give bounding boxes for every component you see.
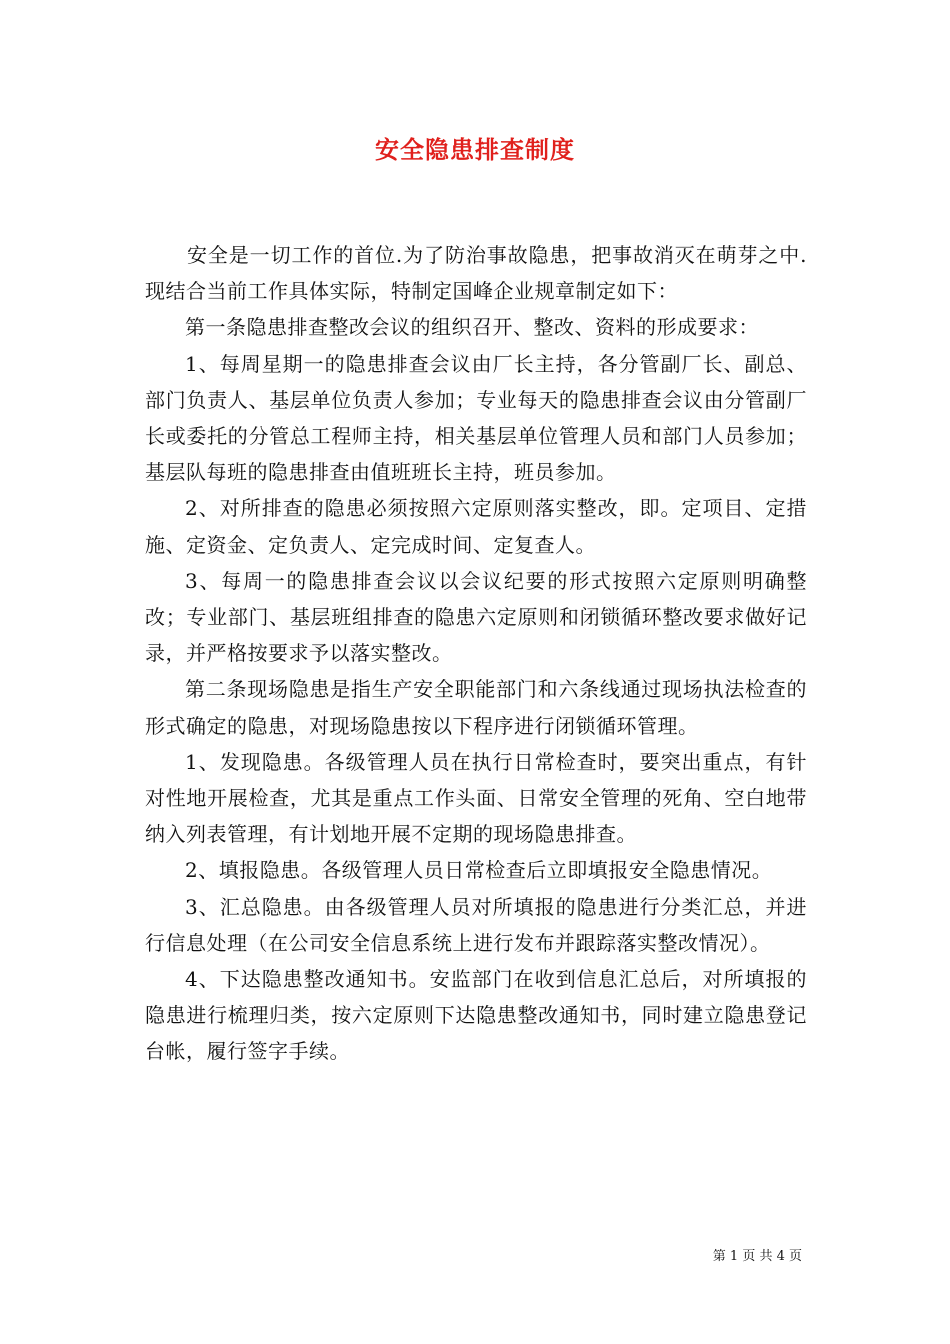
paragraph-article-1-item-1: 1、每周星期一的隐患排查会议由厂长主持，各分管副厂长、副总、部门负责人、基层单位负责人参加；专业每天的隐患排查会议由分管副厂长或委托的分管总工程师主持，相关基层单位管理人员和部门人员参加；基层队每班的隐患排查由值班班长主持，班员参加。 [145, 351, 807, 485]
paragraph-article-2-item-3: 3、汇总隐患。由各级管理人员对所填报的隐患进行分类汇总，并进行信息处理（在公司安全信息系统上进行发布并跟踪落实整改情况）。 [145, 894, 807, 955]
paragraph-article-1-item-2: 2、对所排查的隐患必须按照六定原则落实整改，即。定项目、定措施、定资金、定负责人、定完成时间、定复查人。 [145, 496, 807, 557]
paragraph-article-1-heading: 第一条隐患排查整改会议的组织召开、整改、资料的形成要求： [185, 315, 759, 340]
paragraph-article-2-heading: 第二条现场隐患是指生产安全职能部门和六条线通过现场执法检查的形式确定的隐患，对现场隐患按以下程序进行闭锁循环管理。 [145, 677, 807, 738]
paragraph-article-2-item-1: 1、发现隐患。各级管理人员在执行日常检查时，要突出重点，有针对性地开展检查，尤其是重点工作头面、日常安全管理的死角、空白地带纳入列表管理，有计划地开展不定期的现场隐患排查。 [145, 749, 807, 847]
paragraph-article-2-item-2: 2、填报隐患。各级管理人员日常检查后立即填报安全隐患情况。 [185, 858, 773, 883]
page-number: 第 1 页 共 4 页 [712, 1249, 802, 1264]
paragraph-intro: 安全是一切工作的首位.为了防治事故隐患，把事故消灭在萌芽之中.现结合当前工作具体实际，特制定国峰企业规章制定如下： [145, 243, 807, 304]
document-body [145, 237, 807, 1070]
paragraph-article-1-item-3: 3、每周一的隐患排查会议以会议纪要的形式按照六定原则明确整改；专业部门、基层班组排查的隐患六定原则和闭锁循环整改要求做好记录，并严格按要求予以落实整改。 [145, 568, 807, 666]
paragraph-article-2-item-4: 4、下达隐患整改通知书。安监部门在收到信息汇总后，对所填报的隐患进行梳理归类，按六定原则下达隐患整改通知书，同时建立隐患登记台帐，履行签字手续。 [145, 967, 807, 1064]
document-title: 安全隐患排查制度 [375, 135, 575, 164]
